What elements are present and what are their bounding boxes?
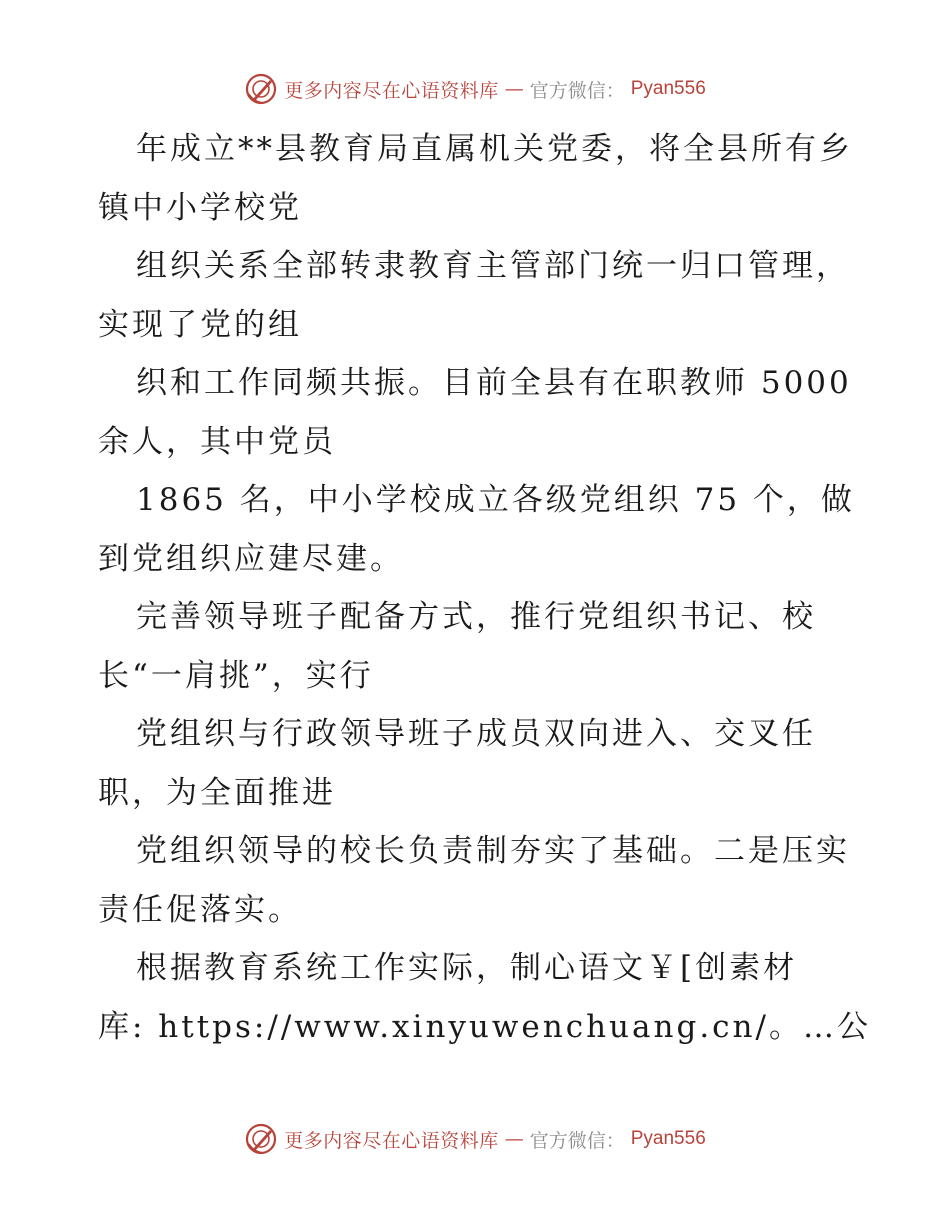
footer-site-text: 更多内容尽在心语资料库: [284, 1129, 499, 1152]
body-line: 长“一肩挑”，实行: [98, 657, 374, 694]
body-line: 年成立**县教育局直属机关党委，将全县所有乡: [136, 131, 853, 167]
header-site-text: 更多内容尽在心语资料库: [284, 79, 499, 102]
header-separator: —: [504, 78, 524, 100]
body-line: 织和工作同频共振。目前全县有在职教师 5000: [136, 365, 852, 401]
body-line: 库: https://www.xinyuwenchuang.cn/。…公: [98, 1008, 871, 1045]
brand-logo-icon: [244, 72, 278, 106]
body-line: 到党组织应建尽建。: [98, 540, 404, 577]
header-wechat-id: Pyan556: [630, 78, 706, 99]
body-line: 根据教育系统工作实际，制心语文￥[创素材: [136, 950, 798, 986]
page-footer-banner: [0, 1122, 950, 1156]
page-header-banner: [0, 72, 950, 106]
footer-separator: —: [504, 1128, 524, 1150]
header-wechat-label: 官方微信：: [529, 79, 625, 102]
footer-wechat-id: Pyan556: [630, 1128, 706, 1149]
footer-wechat-label: 官方微信：: [529, 1129, 625, 1152]
body-line: 1865 名，中小学校成立各级党组织 75 个，做: [136, 482, 855, 518]
body-line: 组织关系全部转隶教育主管部门统一归口管理，: [136, 248, 850, 284]
body-line: 责任促落实。: [98, 891, 302, 928]
body-line: 党组织领导的校长负责制夯实了基础。二是压实: [136, 833, 850, 869]
body-line: 余人，其中党员: [98, 423, 336, 460]
document-body: [98, 120, 871, 1056]
body-line: 完善领导班子配备方式，推行党组织书记、校: [136, 599, 816, 635]
body-line: 实现了党的组: [98, 306, 302, 343]
body-line: 职，为全面推进: [98, 774, 336, 811]
body-line: 党组织与行政领导班子成员双向进入、交叉任: [136, 716, 816, 752]
brand-logo-icon: [244, 1122, 278, 1156]
body-line: 镇中小学校党: [98, 189, 302, 226]
